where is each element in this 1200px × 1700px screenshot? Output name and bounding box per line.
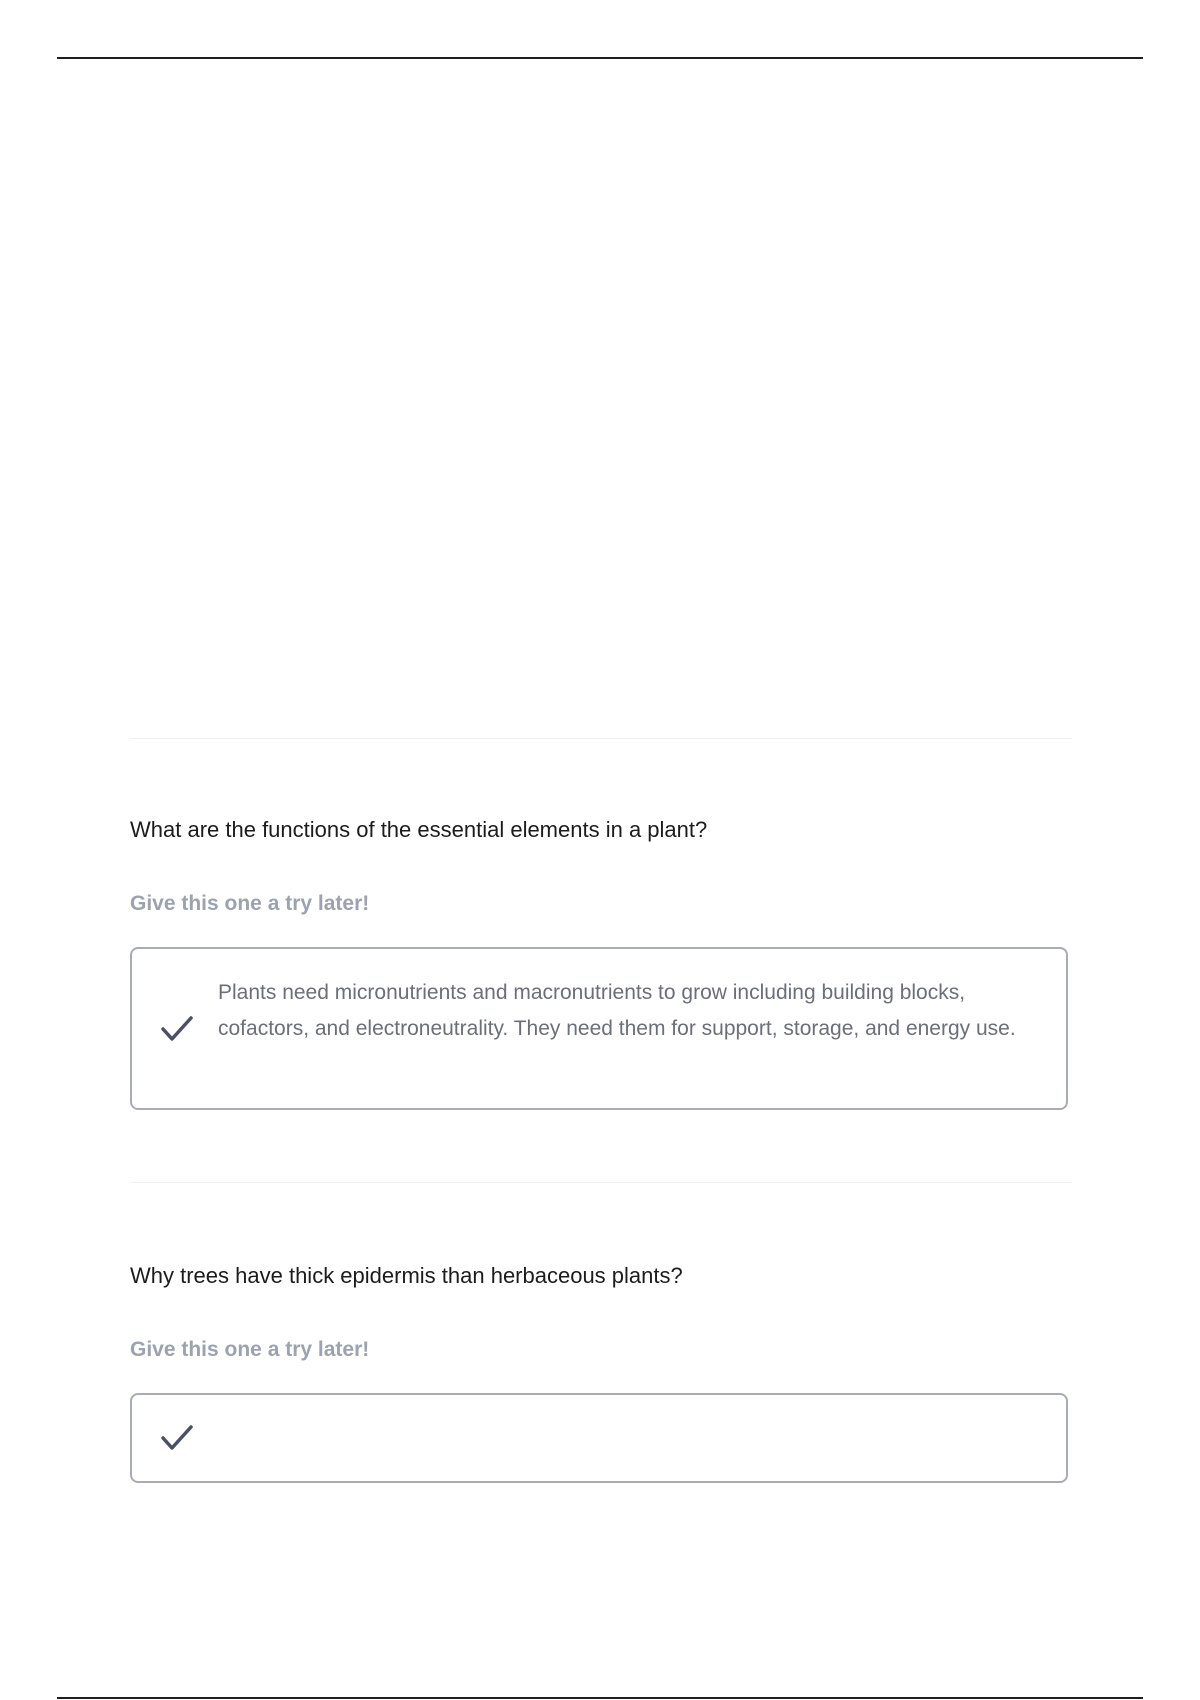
question-text: What are the functions of the essential elements in a plant? [130, 817, 708, 842]
page-top-rule [57, 57, 1143, 59]
try-later-link[interactable]: Give this one a try later! [130, 1338, 370, 1361]
section-divider [130, 1182, 1072, 1183]
check-icon [160, 1424, 194, 1452]
answer-box[interactable] [130, 947, 1068, 1110]
section-divider [130, 738, 1072, 739]
answer-box[interactable] [130, 1393, 1068, 1483]
answer-text: Plants need micronutrients and macronutrients to grow including building blocks, cofactors, and electroneutrality. They need them for support, storage, and energy use. [218, 981, 1016, 1040]
question-text: Why trees have thick epidermis than herbaceous plants? [130, 1263, 683, 1288]
try-later-link[interactable]: Give this one a try later! [130, 892, 370, 915]
check-icon [160, 1015, 194, 1043]
page-bottom-rule [57, 1697, 1143, 1699]
